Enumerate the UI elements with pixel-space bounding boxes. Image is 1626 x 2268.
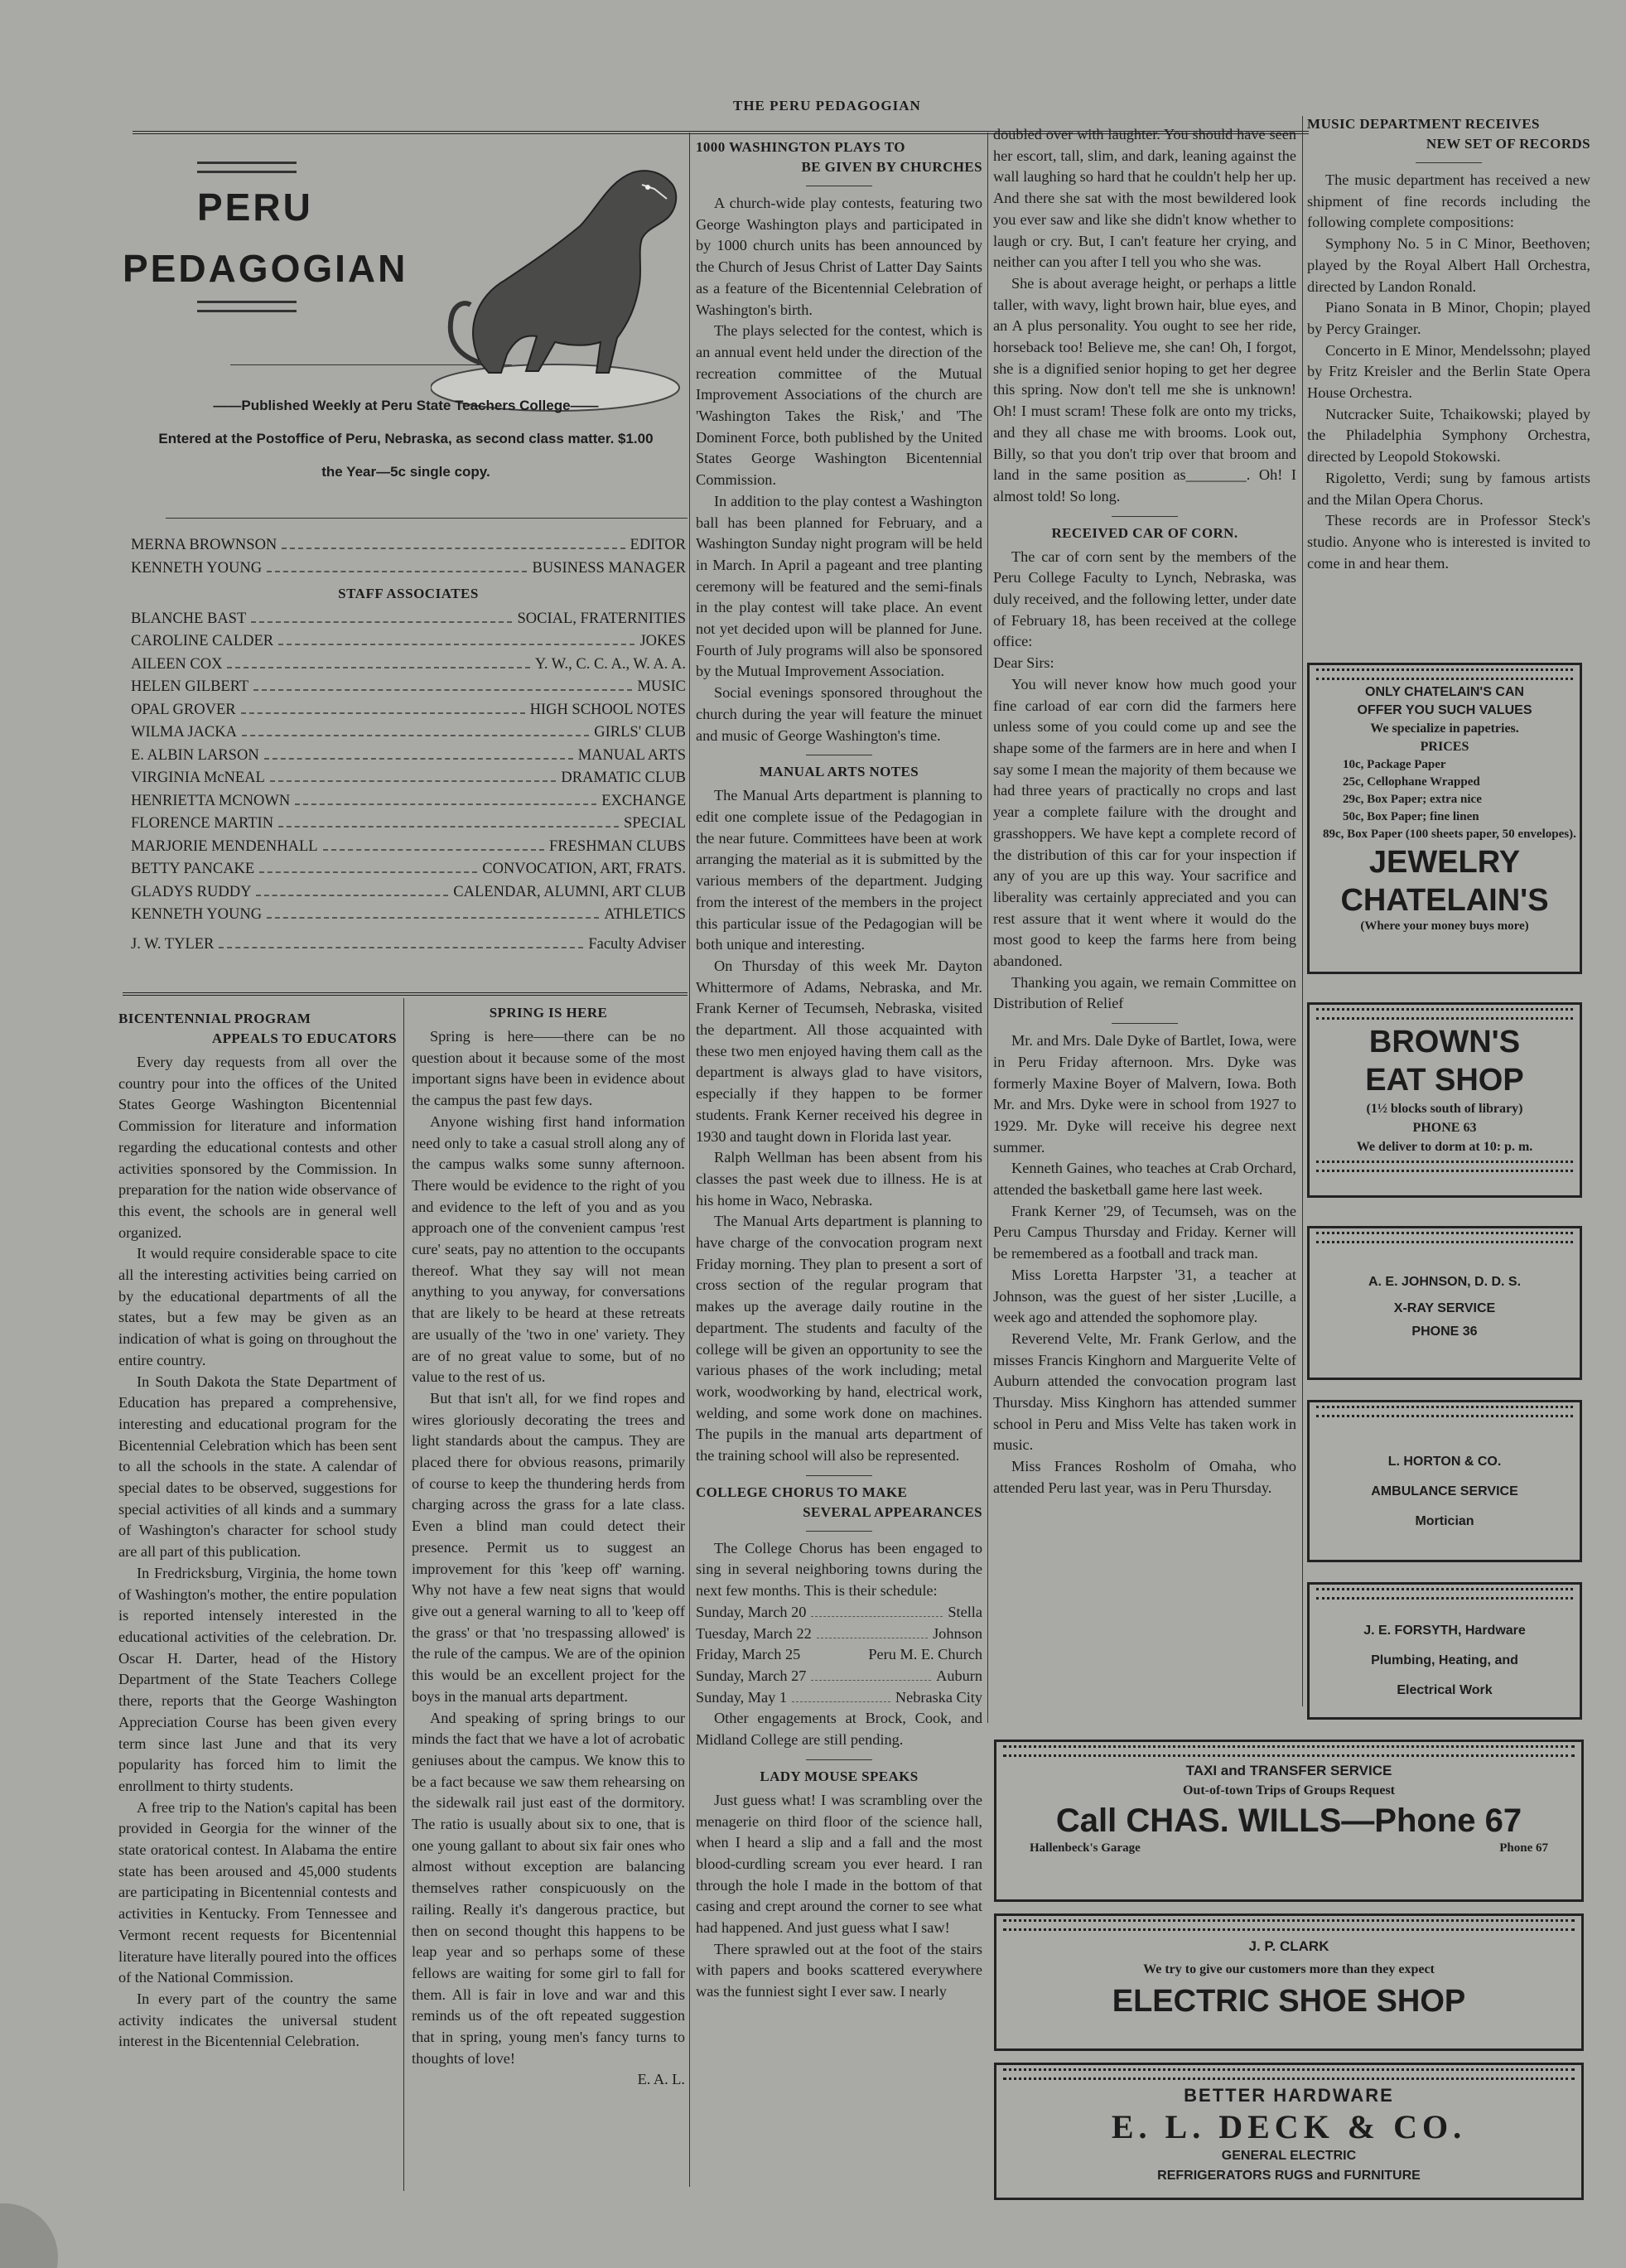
- paragraph: She is about average height, or perhaps a little taller, with wavy, light brown hair, blue eyes, and an A plus personality. You ought to see her ride, horseback too! Believe me, she can! Oh, I forgot, she is a dignified senior hoping to get her degree this spring. Now don't tell me she is unknown! Oh! I must scram! These folk are onto my tricks, and they all chase me with brooms. Look out, Billy, so that you don't trip over that broom and land in the same position as________. Oh! I almost told! So long.: [993, 274, 1296, 504]
- staff-name: KENNETH YOUNG: [131, 906, 263, 923]
- ad-line: Mortician: [1415, 1514, 1474, 1528]
- staff-name: VIRGINIA McNEAL: [131, 770, 265, 786]
- ad-line: Out-of-town Trips of Groups Request: [1182, 1783, 1396, 1798]
- masthead-title-pedagogian: PEDAGOGIAN: [123, 247, 408, 290]
- ad-title: Call CHAS. WILLS—Phone 67: [1055, 1802, 1522, 1839]
- ad-line: REFRIGERATORS RUGS and FURNITURE: [1157, 2169, 1421, 2183]
- price-item: 50c, Box Paper; fine linen: [1343, 810, 1479, 823]
- staff-row: [131, 745, 686, 768]
- headline-line: MUSIC DEPARTMENT RECEIVES: [1307, 116, 1540, 132]
- ad-line: L. HORTON & CO.: [1387, 1455, 1502, 1469]
- staff-name: MARJORIE MENDENHALL: [131, 837, 318, 855]
- paragraph: The College Chorus has been engaged to sing in several neighboring towns during the next few months. This is their schedule:: [696, 1539, 982, 1600]
- staff-role: SPECIAL: [623, 815, 686, 832]
- paragraph: Reverend Velte, Mr. Frank Gerlow, and the misses Francis Kinghorn and Marguerite Velte of Auburn attended the convocation program last Thursday. Miss Kinghorn has attended summer school in Peru and Miss Velte has taken work in music.: [993, 1329, 1296, 1454]
- paragraph: In South Dakota the State Department of Education has prepared a comprehensive, interesting and educational program for the Bicentennial Celebration which has been sent to all the schools in the state. A calendar of special dates to be observed, suggestions for special activities of all kinds and a summary of Washington's character for school study are all part of this publication.: [118, 1373, 397, 1561]
- paragraph: A free trip to the Nation's capital has been provided in Georgia for the winner of the state oratorical contest. In Alabama the entire state has been aroused and 45,000 students are participating in Bicentennial contests and activities in Kentucky. From Tennessee and Vermont recent requests for Bicentennial literature have literally poured into the offices of the National Commission.: [118, 1798, 397, 1986]
- headline-line: COLLEGE CHORUS TO MAKE: [696, 1484, 908, 1500]
- divider: [806, 1759, 872, 1760]
- ad-title: JEWELRY: [1368, 845, 1521, 880]
- staff-role: ATHLETICS: [604, 906, 686, 923]
- ad-line: A. E. JOHNSON, D. D. S.: [1368, 1275, 1522, 1289]
- column-four: [993, 124, 1296, 1499]
- ad-tagline: (Where your money buys more): [1360, 919, 1529, 933]
- ad-line: X-RAY SERVICE: [1393, 1301, 1496, 1315]
- article-bicentennial: [118, 1004, 397, 2053]
- staff-role: EXCHANGE: [601, 792, 686, 809]
- staff-row: [131, 557, 686, 581]
- published-line: ——Published Weekly at Peru State Teachers College——: [213, 398, 599, 413]
- ad-line: We try to give our customers more than they expect: [1143, 1962, 1435, 1976]
- staff-role: DRAMATIC CLUB: [561, 770, 686, 786]
- staff-role: Y. W., C. C. A., W. A. A.: [534, 655, 686, 673]
- page-corner-shadow: [0, 2203, 58, 2268]
- schedule-date: Sunday, March 20: [696, 1603, 807, 1620]
- border-ornament: [1316, 668, 1573, 680]
- paragraph: Other engagements at Brock, Cook, and Midland College are still pending.: [696, 1710, 982, 1749]
- staff-name: CAROLINE CALDER: [131, 633, 274, 649]
- mountain-lion-illustration: [431, 147, 696, 413]
- article-headline: SPRING IS HERE: [489, 1005, 608, 1021]
- paragraph: But that isn't all, for we find ropes and wires gloriously decorating the trees and light standards about the campus. They are placed there for obvious reasons, primarily of course to keep the thundering herds from charging across the grass for a late class. Even a blind man could detect their presence. Permit us to suggest an improvement for this 'keep off' warning. Why not have a few neat signs that would give out a general warning to all to 'keep off the grass' or that 'no trespassing allowed' is the rule of the campus. We are of the opinion this would be an excellent project for the boys in the manual arts department.: [412, 1389, 685, 1705]
- staff-row: [131, 767, 686, 790]
- staff-row: [131, 904, 686, 927]
- paragraph: In every part of the country the same activity indicates the universal student interest in the Bicentennial Celebration.: [118, 1990, 397, 2050]
- staff-row: [131, 721, 686, 745]
- ornament: [197, 301, 297, 312]
- ad-browns-eat-shop: [1307, 1002, 1582, 1198]
- staff-name: FLORENCE MARTIN: [131, 815, 274, 832]
- border-ornament: [1003, 2068, 1575, 2080]
- ad-chas-wills: [994, 1740, 1584, 1902]
- ad-title: CHATELAIN'S: [1340, 883, 1549, 918]
- paragraph: Miss Loretta Harpster '31, a teacher at Johnson, was the guest of her sister ,Lucille, a week ago and attended the sophomore play.: [993, 1266, 1296, 1326]
- paragraph: In Fredricksburg, Virginia, the home town of Washington's mother, the entire population is reported intensely interested in the educational activities of the celebration. Dr. Oscar H. Darter, head of the History Department of the State Teachers College there, reports that the George Washington Appreciation Course has been given every term since last June and that its very popularity has forced him to limit the enrollment to thirty students.: [118, 1564, 397, 1794]
- paragraph: A church-wide play contests, featuring two George Washington plays and participated in by 1000 church units has been announced by the Church of Jesus Christ of Latter Day Saints as a feature of the Bicentennial Celebration of Washington's birth.: [696, 195, 982, 318]
- ad-line: TAXI and TRANSFER SERVICE: [1185, 1763, 1392, 1778]
- divider: [1112, 1023, 1178, 1024]
- article-headline: [696, 1483, 982, 1522]
- staff-role: HIGH SCHOOL NOTES: [529, 701, 686, 718]
- section-rule: [123, 992, 688, 996]
- staff-role: MANUAL ARTS: [577, 746, 686, 764]
- schedule-place: Nebraska City: [895, 1688, 982, 1706]
- staff-name: BLANCHE BAST: [131, 610, 247, 627]
- staff-box: [131, 534, 686, 956]
- staff-row: [131, 630, 686, 654]
- price-item: 25c, Cellophane Wrapped: [1343, 775, 1480, 789]
- headline-line: APPEALS TO EDUCATORS: [211, 1030, 397, 1046]
- paragraph: Rigoletto, Verdi; sung by famous artists and the Milan Opera Chorus.: [1307, 469, 1590, 508]
- schedule-date: Friday, March 25: [696, 1646, 801, 1663]
- divider: [806, 1475, 872, 1476]
- entered-line: Entered at the Postoffice of Peru, Nebraska, as second class matter. $1.00: [158, 431, 654, 446]
- headline-line: BE GIVEN BY CHURCHES: [801, 159, 982, 175]
- ad-line: (1½ blocks south of library): [1366, 1102, 1523, 1116]
- staff-role: SOCIAL, FRATERNITIES: [517, 610, 686, 627]
- schedule-date: Tuesday, March 22: [696, 1624, 812, 1642]
- price-line: the Year—5c single copy.: [321, 464, 490, 480]
- paragraph: There sprawled out at the foot of the stairs with papers and books scattered everywhere was the funniest sight I ever saw. I nearly: [696, 1940, 982, 2000]
- ad-title: ELECTRIC SHOE SHOP: [1112, 1984, 1466, 2019]
- divider: [166, 518, 688, 519]
- divider: [806, 1531, 872, 1532]
- paragraph: It would require considerable space to cite all the interesting activities being carried on by the educational departments of all the states, but a few may be given as an indication of what is going on throughout the entire country.: [118, 1245, 397, 1368]
- staff-associates-heading: STAFF ASSOCIATES: [338, 586, 479, 601]
- staff-role: JOKES: [639, 633, 686, 649]
- staff-name: AILEEN COX: [131, 655, 223, 673]
- schedule-row: [696, 1644, 982, 1666]
- ad-line: PHONE 63: [1412, 1121, 1477, 1135]
- border-ornament: [1316, 1008, 1573, 1020]
- staff-name: J. W. TYLER: [131, 935, 215, 953]
- paragraph: The car of corn sent by the members of the Peru College Faculty to Lynch, Nebraska, was duly received, and the following letter, under date of February 18, has been received at the college office:: [993, 548, 1296, 650]
- schedule-row: [696, 1602, 982, 1624]
- ad-line: Electrical Work: [1397, 1683, 1493, 1697]
- staff-row: [131, 858, 686, 881]
- ad-line: Phone 67: [1499, 1841, 1548, 1855]
- staff-name: WILMA JACKA: [131, 724, 237, 741]
- border-ornament: [1316, 1232, 1573, 1243]
- ad-footer: [996, 1841, 1581, 1855]
- headline-line: 1000 WASHINGTON PLAYS TO: [696, 139, 905, 155]
- ornament: [197, 162, 297, 173]
- price-item: 10c, Package Paper: [1343, 758, 1446, 771]
- staff-name: BETTY PANCAKE: [131, 861, 255, 877]
- paragraph: The plays selected for the contest, which is an annual event held under the direction of the recreation committee of the Mutual Improvement Associations of the church are 'Washington Takes the Risk,' and 'The Dominent Force, both published by the United States George Washington Bicentennial Commission.: [696, 322, 982, 489]
- ad-line: GENERAL ELECTRIC: [1221, 2149, 1357, 2163]
- ad-chatelain: [1307, 663, 1582, 974]
- staff-row: [131, 790, 686, 813]
- paragraph: In addition to the play contest a Washington ball has been planned for February, and a Washington Sunday night program will be held in March. In April a pageant and tree planting ceremony will be featured and the semi-finals in the play contest will take place. An event not yet decided upon will be planned for June. Fourth of July programs will also be sponsored by the Mutual Improvement Association.: [696, 492, 982, 680]
- article-headline: [1307, 114, 1590, 154]
- staff-role: GIRLS' CLUB: [594, 724, 686, 741]
- staff-row: [131, 534, 686, 557]
- border-ornament: [1316, 1588, 1573, 1600]
- paragraph: Anyone wishing first hand information need only to take a casual stroll along any of the campus walks some sunny afternoon. There would be evidence to the right of you and evidence to the left of you and as you approach one of the convenient campus 'rest cure' seats, pay no attention to the occupants thereof. What they say will not mean anything to you anyway, for conversations that are likely to be heard at these retreats are usually of the 'two in one' variety. They are of no great value to some, but of no value to the rest of us.: [412, 1112, 685, 1386]
- paragraph: Mr. and Mrs. Dale Dyke of Bartlet, Iowa, were in Peru Friday afternoon. Mrs. Dyke was formerly Maxine Boyer of Malvern, Iowa. Both Mr. and Mrs. Dyke were in school from 1927 to 1929. Mr. Dyke will receive his degree next summer.: [993, 1032, 1296, 1156]
- paragraph: Symphony No. 5 in C Minor, Beethoven; played by the Royal Albert Hall Orchestra, directed by Landon Ronald.: [1307, 235, 1590, 295]
- staff-name: MERNA BROWNSON: [131, 537, 277, 553]
- publication-info: [124, 389, 688, 489]
- ad-line: OFFER YOU SUCH VALUES: [1357, 703, 1532, 717]
- staff-role: MUSIC: [637, 678, 686, 695]
- price-item: 29c, Box Paper; extra nice: [1343, 793, 1482, 806]
- author-signature: E. A. L.: [637, 2071, 685, 2088]
- ad-line: We deliver to dorm at 10: p. m.: [1356, 1140, 1533, 1154]
- article-headline: LADY MOUSE SPEAKS: [760, 1768, 919, 1784]
- ad-line: BETTER HARDWARE: [1184, 2085, 1394, 2106]
- schedule-row: [696, 1666, 982, 1687]
- headline-line: BICENTENNIAL PROGRAM: [118, 1011, 311, 1026]
- column-rule: [403, 998, 404, 2191]
- ad-johnson-dds: [1307, 1226, 1582, 1380]
- ad-forsyth-hardware: [1307, 1582, 1582, 1720]
- paragraph: On Thursday of this week Mr. Dayton Whittermore of Adams, Nebraska, and Mr. Frank Kerner of Tecumseh, Nebraska, visited the department. All those acquainted with these two men enjoyed having them call as the department is always glad to have visitors, especially if they happen to be former students. Frank Kerner received his degree in 1930 and taught down in Florida last year.: [696, 957, 982, 1145]
- schedule-row: [696, 1624, 982, 1645]
- schedule-date: Sunday, March 27: [696, 1667, 807, 1684]
- staff-row: [131, 608, 686, 631]
- paragraph: And speaking of spring brings to our minds the fact that we have a lot of acrobatic geniuses about the campus. We know this to be a fact because we saw them rehearsing on the sidewalk rail just east of the dormitory. The ratio is usually about six to one, that is one young gallant to about six fair ones who almost without exception are balancing themselves rather conspicuously on the railing. Really it's dangerous practice, but then on second thought this happens to be leap year and so perhaps some of these fellows are waiting for some girl to fall for them. All is fair in love and war and this reminds us of the oft repeated suggestion that in spring, young men's fancy turns to thoughts of love!: [412, 1709, 685, 2067]
- staff-name: KENNETH YOUNG: [131, 559, 263, 577]
- column-three: [696, 133, 982, 2003]
- ad-title: BROWN'S: [1368, 1025, 1521, 1059]
- border-ornament: [1003, 1745, 1575, 1757]
- masthead-title-peru: PERU: [197, 186, 313, 229]
- ad-line: Hallenbeck's Garage: [1030, 1841, 1141, 1855]
- divider: [1416, 162, 1482, 163]
- border-ornament: [1316, 1161, 1573, 1172]
- paragraph: Ralph Wellman has been absent from his classes the past week due to illness. He is at his home in Waco, Nebraska.: [696, 1149, 982, 1209]
- ad-line: AMBULANCE SERVICE: [1371, 1484, 1518, 1498]
- staff-role: Faculty Adviser: [588, 935, 686, 953]
- staff-row: [131, 813, 686, 836]
- article-headline: [696, 138, 982, 177]
- column-rule: [1302, 116, 1303, 1706]
- paragraph: Social evenings sponsored throughout the church during the year will feature the minuet and music of George Washington's time.: [696, 684, 982, 744]
- staff-row: [131, 934, 686, 957]
- ad-line: Plumbing, Heating, and: [1371, 1653, 1518, 1667]
- staff-name: HELEN GILBERT: [131, 678, 249, 695]
- ad-line: J. E. FORSYTH, Hardware: [1363, 1624, 1526, 1638]
- staff-role: FRESHMAN CLUBS: [548, 837, 686, 855]
- paragraph: Nutcracker Suite, Tchaikowski; played by the Philadelphia Symphony Orchestra, directed by Leopold Stokowski.: [1307, 405, 1590, 466]
- schedule-place: Peru M. E. Church: [868, 1646, 982, 1663]
- paragraph: Every day requests from all over the country pour into the offices of the United States George Washington Bicentennial Commission for literature and information regarding the educational contests and other activities sponsored by the Commission. In preparation for the nation wide observance of this event, the schools are in general well organized.: [118, 1054, 397, 1241]
- paragraph: Just guess what! I was scrambling over the menagerie on third floor of the science hall, when I heard a slip and a fall and the most blood-curdling scream you ever heard. I ran through the hole I made in the bottom of that casing and crept around the corner to see what had happened. And just guess what I saw!: [696, 1791, 982, 1937]
- ad-line: ONLY CHATELAIN'S CAN: [1365, 685, 1524, 699]
- article-music: [1307, 109, 1590, 574]
- staff-role: CONVOCATION, ART, FRATS.: [482, 861, 686, 877]
- article-headline: MANUAL ARTS NOTES: [759, 764, 919, 780]
- paragraph: The Manual Arts department is planning to edit one complete issue of the Pedagogian in the near future. Committees have been at work arranging the material as it is submitted by the various members of the department. Judging from the interest of the members in the project this particular issue of the Pedagogian will be both unique and interesting.: [696, 787, 982, 953]
- paragraph: These records are in Professor Steck's studio. Anyone who is interested is invited to come in and hear them.: [1307, 512, 1590, 572]
- border-ornament: [1003, 1919, 1575, 1931]
- staff-row: [131, 654, 686, 677]
- staff-name: E. ALBIN LARSON: [131, 746, 259, 764]
- staff-row: [131, 836, 686, 859]
- schedule-place: Auburn: [936, 1667, 982, 1684]
- schedule-row: [696, 1687, 982, 1709]
- staff-name: GLADYS RUDDY: [131, 883, 252, 900]
- paragraph: You will never know how much good your fine carload of ear corn did the farmers here unless some of you could come up and see the shape some of the farmers are in here and when I say some I mean the majority of them because we had three years of practically no crops and last year a complete failure with the drought and grasshoppers. We have kept a complete record of the distribution of this car for your inspection if any of you are up this way. Your sacrifice and liberality was certainly appreciated and you can rest assure that it went where it would do the most good to keep the farms here from being abandoned.: [993, 675, 1296, 970]
- paragraph: Dear Sirs:: [993, 654, 1054, 672]
- article-spring: [412, 998, 685, 2091]
- headline-line: NEW SET OF RECORDS: [1426, 136, 1590, 152]
- paragraph: Thanking you again, we remain Committee on Distribution of Relief: [993, 973, 1296, 1012]
- ad-title: E. L. DECK & CO.: [1111, 2108, 1467, 2145]
- column-rule: [689, 133, 690, 2187]
- ad-electric-shoe-shop: [994, 1913, 1584, 2051]
- ad-line: J. P. CLARK: [1248, 1938, 1329, 1954]
- schedule-place: Johnson: [933, 1624, 982, 1642]
- paragraph: Miss Frances Rosholm of Omaha, who attended Peru last year, was in Peru Thursday.: [993, 1458, 1296, 1496]
- ad-horton-ambulance: [1307, 1400, 1582, 1562]
- price-item: 89c, Box Paper (100 sheets paper, 50 envelopes).: [1323, 828, 1576, 841]
- ad-line: PHONE 36: [1411, 1325, 1478, 1339]
- paragraph: The music department has received a new shipment of fine records including the following complete compositions:: [1307, 171, 1590, 231]
- running-head: THE PERU PEDAGOGIAN: [733, 98, 921, 113]
- divider: [1112, 516, 1178, 517]
- headline-line: SEVERAL APPEARANCES: [803, 1503, 982, 1520]
- ad-title: EAT SHOP: [1365, 1063, 1524, 1098]
- staff-name: OPAL GROVER: [131, 701, 236, 718]
- paragraph: Kenneth Gaines, who teaches at Crab Orchard, attended the basketball game here last week.: [993, 1160, 1296, 1199]
- schedule-date: Sunday, May 1: [696, 1688, 788, 1706]
- paragraph: Frank Kerner '29, of Tecumseh, was on the Peru Campus Thursday and Friday. Kerner will be remembered as a football and track man.: [993, 1202, 1296, 1262]
- paragraph: doubled over with laughter. You should have seen her escort, tall, slim, and dark, leaning against the wall laughing so hard that he couldn't help her up. And there she sat with the most bewildered look you ever saw and like she didn't know whether to laugh or cry. But, I can't feature her crying, and neither can you after I tell you who she was.: [993, 126, 1296, 271]
- paragraph: The Manual Arts department is planning to have charge of the convocation program next Friday morning. They plan to present a sort of cross section of the regular program that makes up the average daily routine in the department. The students and faculty of the college will be given an opportunity to see the various phases of the work including; metal work, woodworking by hand, electrical work, welding, and some work done on machines. The pupils in the manual arts department of the training school will also be represented.: [696, 1213, 982, 1465]
- staff-role: EDITOR: [630, 537, 686, 553]
- schedule-place: Stella: [948, 1603, 982, 1620]
- paragraph: Concerto in E Minor, Mendelssohn; played by Fritz Kreisler and the Berlin State Opera House Orchestra.: [1307, 341, 1590, 402]
- border-ornament: [1316, 1406, 1573, 1417]
- article-headline: RECEIVED CAR OF CORN.: [1051, 524, 1238, 541]
- staff-row: [131, 881, 686, 905]
- paragraph: Spring is here——there can be no question about it because some of the most important signs have been in evidence about the campus the past few days.: [412, 1028, 685, 1109]
- staff-name: HENRIETTA MCNOWN: [131, 792, 291, 809]
- column-rule: [987, 133, 988, 1723]
- ad-line: We specialize in papetries.: [1370, 721, 1519, 736]
- staff-row: [131, 676, 686, 699]
- paragraph: Piano Sonata in B Minor, Chopin; played by Percy Grainger.: [1307, 299, 1590, 337]
- article-headline: [118, 1009, 397, 1049]
- staff-row: [131, 699, 686, 722]
- staff-role: CALENDAR, ALUMNI, ART CLUB: [453, 883, 686, 900]
- ad-deck-hardware: [994, 2063, 1584, 2200]
- ad-line: PRICES: [1420, 740, 1469, 754]
- staff-role: BUSINESS MANAGER: [532, 559, 686, 577]
